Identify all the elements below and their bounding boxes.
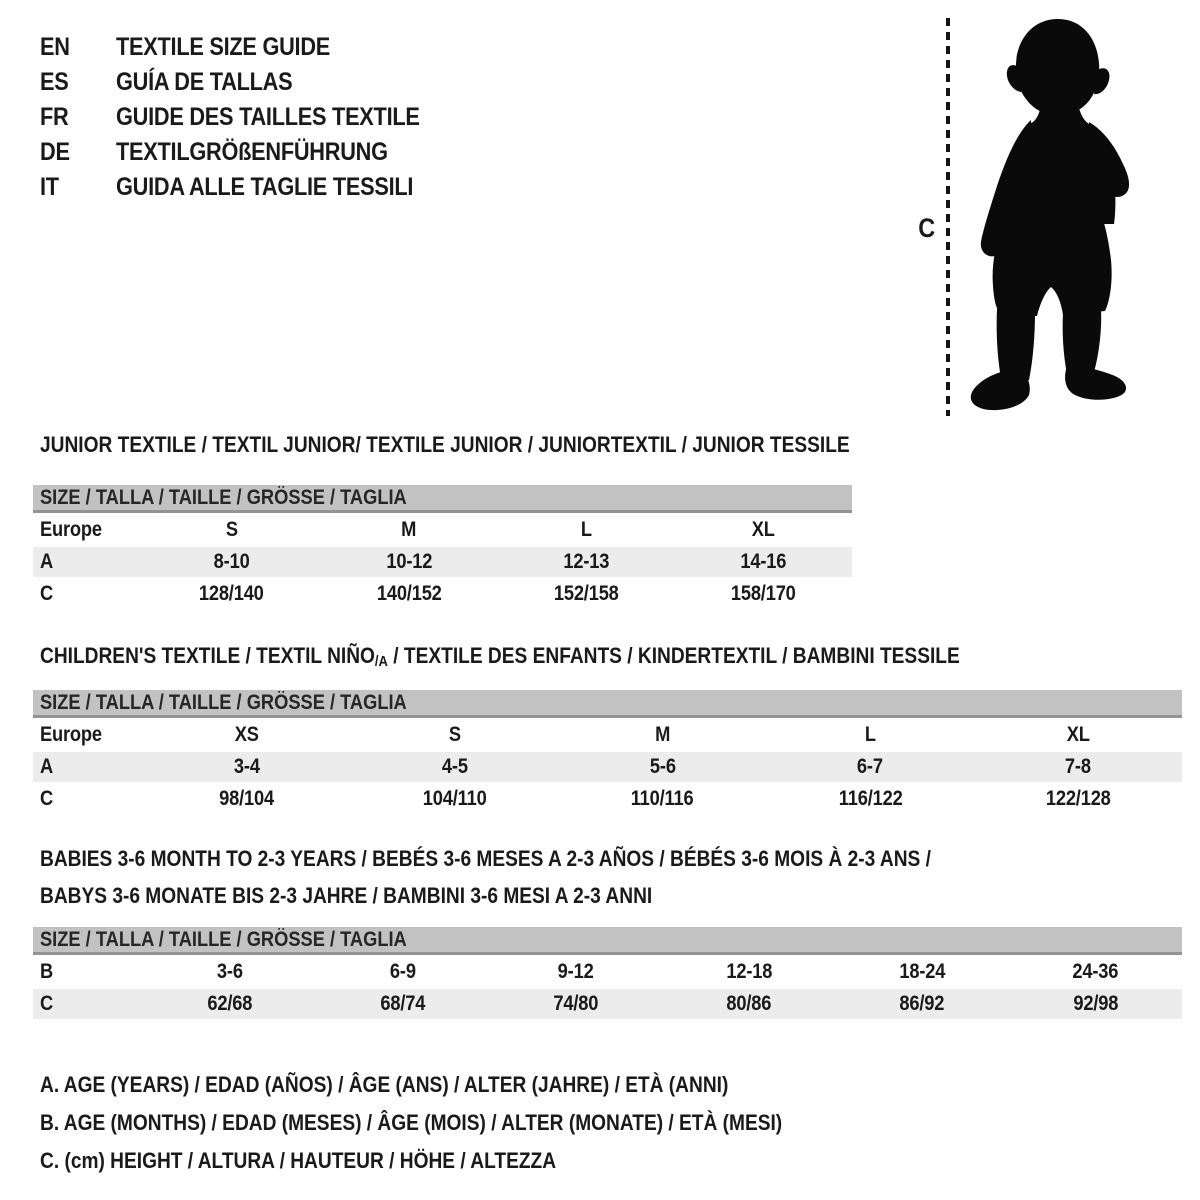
value-cell: 6-9 xyxy=(389,960,416,983)
row-label: A xyxy=(40,550,54,573)
babies-section-title-line1: BABIES 3-6 MONTH TO 2-3 YEARS / BEBÉS 3-6 MESES A 2-3 AÑOS / BÉBÉS 3-6 MOIS À 2-3 ANS / xyxy=(40,846,931,871)
value-cell: 140/152 xyxy=(376,582,442,605)
value-cell: 5-6 xyxy=(649,755,676,778)
lang-row-en xyxy=(40,30,465,65)
children-age-row xyxy=(33,752,1182,782)
value-cell: 6-7 xyxy=(857,755,884,778)
value-cell: 7-8 xyxy=(1065,755,1092,778)
value-cell: 158/170 xyxy=(730,582,796,605)
children-section-title: CHILDREN'S TEXTILE / TEXTIL NIÑO/A / TEXTILE DES ENFANTS / KINDERTEXTIL / BAMBINI TESSILE xyxy=(40,643,960,670)
babies-section-title-line2: BABYS 3-6 MONATE BIS 2-3 JAHRE / BAMBINI 3-6 MESI A 2-3 ANNI xyxy=(40,883,653,908)
baby-silhouette-icon xyxy=(963,14,1141,419)
legend-age-months: B. AGE (MONTHS) / EDAD (MESES) / ÂGE (MOIS) / ALTER (MONATE) / ETÀ (MESI) xyxy=(40,1110,783,1135)
lang-row-es xyxy=(40,65,465,100)
babies-months-row xyxy=(33,955,1182,989)
language-title-block xyxy=(40,30,465,205)
lang-code-de: DE xyxy=(40,138,70,166)
value-cell: 18-24 xyxy=(899,960,946,983)
children-size-table xyxy=(33,690,1182,816)
value-cell: 10-12 xyxy=(385,550,432,573)
lang-label-de: TEXTILGRÖßENFÜHRUNG xyxy=(116,138,388,166)
size-cell: L xyxy=(580,518,592,541)
size-cell: XS xyxy=(234,723,259,746)
lang-label-it: GUIDA ALLE TAGLIE TESSILI xyxy=(116,173,414,201)
size-cell: L xyxy=(864,723,876,746)
lang-code-es: ES xyxy=(40,68,69,96)
lang-code-en: EN xyxy=(40,33,70,61)
size-cell: XL xyxy=(1066,723,1090,746)
value-cell: 116/122 xyxy=(838,787,903,810)
legend-age-years: A. AGE (YEARS) / EDAD (AÑOS) / ÂGE (ANS) / ALTER (JAHRE) / ETÀ (ANNI) xyxy=(40,1072,729,1097)
size-cell: S xyxy=(448,723,461,746)
lang-label-es: GUÍA DE TALLAS xyxy=(116,68,293,96)
value-cell: 92/98 xyxy=(1072,992,1118,1015)
junior-section-title: JUNIOR TEXTILE / TEXTIL JUNIOR/ TEXTILE JUNIOR / JUNIORTEXTIL / JUNIOR TESSILE xyxy=(40,432,850,457)
value-cell: 86/92 xyxy=(899,992,945,1015)
value-cell: 74/80 xyxy=(553,992,599,1015)
row-label: Europe xyxy=(40,518,102,541)
size-cell: M xyxy=(401,518,417,541)
children-height-row xyxy=(33,782,1182,816)
lang-row-fr xyxy=(40,100,465,135)
value-cell: 152/158 xyxy=(553,582,619,605)
value-cell: 3-6 xyxy=(216,960,243,983)
value-cell: 98/104 xyxy=(219,787,275,810)
junior-europe-row xyxy=(33,513,852,547)
lang-label-fr: GUIDE DES TAILLES TEXTILE xyxy=(116,103,420,131)
row-label: B xyxy=(40,960,54,983)
babies-size-header-bar: SIZE / TALLA / TAILLE / GRÖSSE / TAGLIA xyxy=(33,927,1182,955)
lang-row-de xyxy=(40,135,465,170)
babies-size-table xyxy=(33,927,1182,1019)
children-size-header-bar: SIZE / TALLA / TAILLE / GRÖSSE / TAGLIA xyxy=(33,690,1182,718)
lang-code-it: IT xyxy=(40,173,59,201)
value-cell: 24-36 xyxy=(1072,960,1119,983)
measurement-legend xyxy=(40,1066,893,1180)
size-cell: M xyxy=(654,723,671,746)
junior-size-table xyxy=(33,485,852,611)
value-cell: 3-4 xyxy=(233,755,260,778)
value-cell: 104/110 xyxy=(422,787,487,810)
lang-label-en: TEXTILE SIZE GUIDE xyxy=(116,33,331,61)
nino-a-subscript: /A xyxy=(374,653,388,670)
value-cell: 12-18 xyxy=(726,960,773,983)
size-cell: S xyxy=(225,518,238,541)
value-cell: 110/116 xyxy=(631,787,694,810)
value-cell: 12-13 xyxy=(563,550,610,573)
junior-height-row xyxy=(33,577,852,611)
value-cell: 9-12 xyxy=(557,960,594,983)
value-cell: 122/128 xyxy=(1045,787,1111,810)
value-cell: 80/86 xyxy=(726,992,772,1015)
lang-row-it xyxy=(40,170,465,205)
value-cell: 62/68 xyxy=(207,992,253,1015)
row-label: Europe xyxy=(40,723,102,746)
height-measure-dashed-line xyxy=(946,18,950,416)
junior-size-header-bar: SIZE / TALLA / TAILLE / GRÖSSE / TAGLIA xyxy=(33,485,852,513)
junior-age-row xyxy=(33,547,852,577)
value-cell: 8-10 xyxy=(213,550,250,573)
value-cell: 68/74 xyxy=(380,992,426,1015)
legend-height-cm: C. (cm) HEIGHT / ALTURA / HAUTEUR / HÖHE / ALTEZZA xyxy=(40,1148,557,1173)
value-cell: 4-5 xyxy=(441,755,468,778)
row-label: C xyxy=(40,992,54,1015)
height-measure-label: C xyxy=(918,213,936,243)
row-label: C xyxy=(40,787,54,810)
children-europe-row xyxy=(33,718,1182,752)
row-label: C xyxy=(40,582,54,605)
value-cell: 14-16 xyxy=(740,550,787,573)
lang-code-fr: FR xyxy=(40,103,69,131)
row-label: A xyxy=(40,755,54,778)
size-cell: XL xyxy=(751,518,775,541)
value-cell: 128/140 xyxy=(199,582,265,605)
babies-height-row xyxy=(33,989,1182,1019)
